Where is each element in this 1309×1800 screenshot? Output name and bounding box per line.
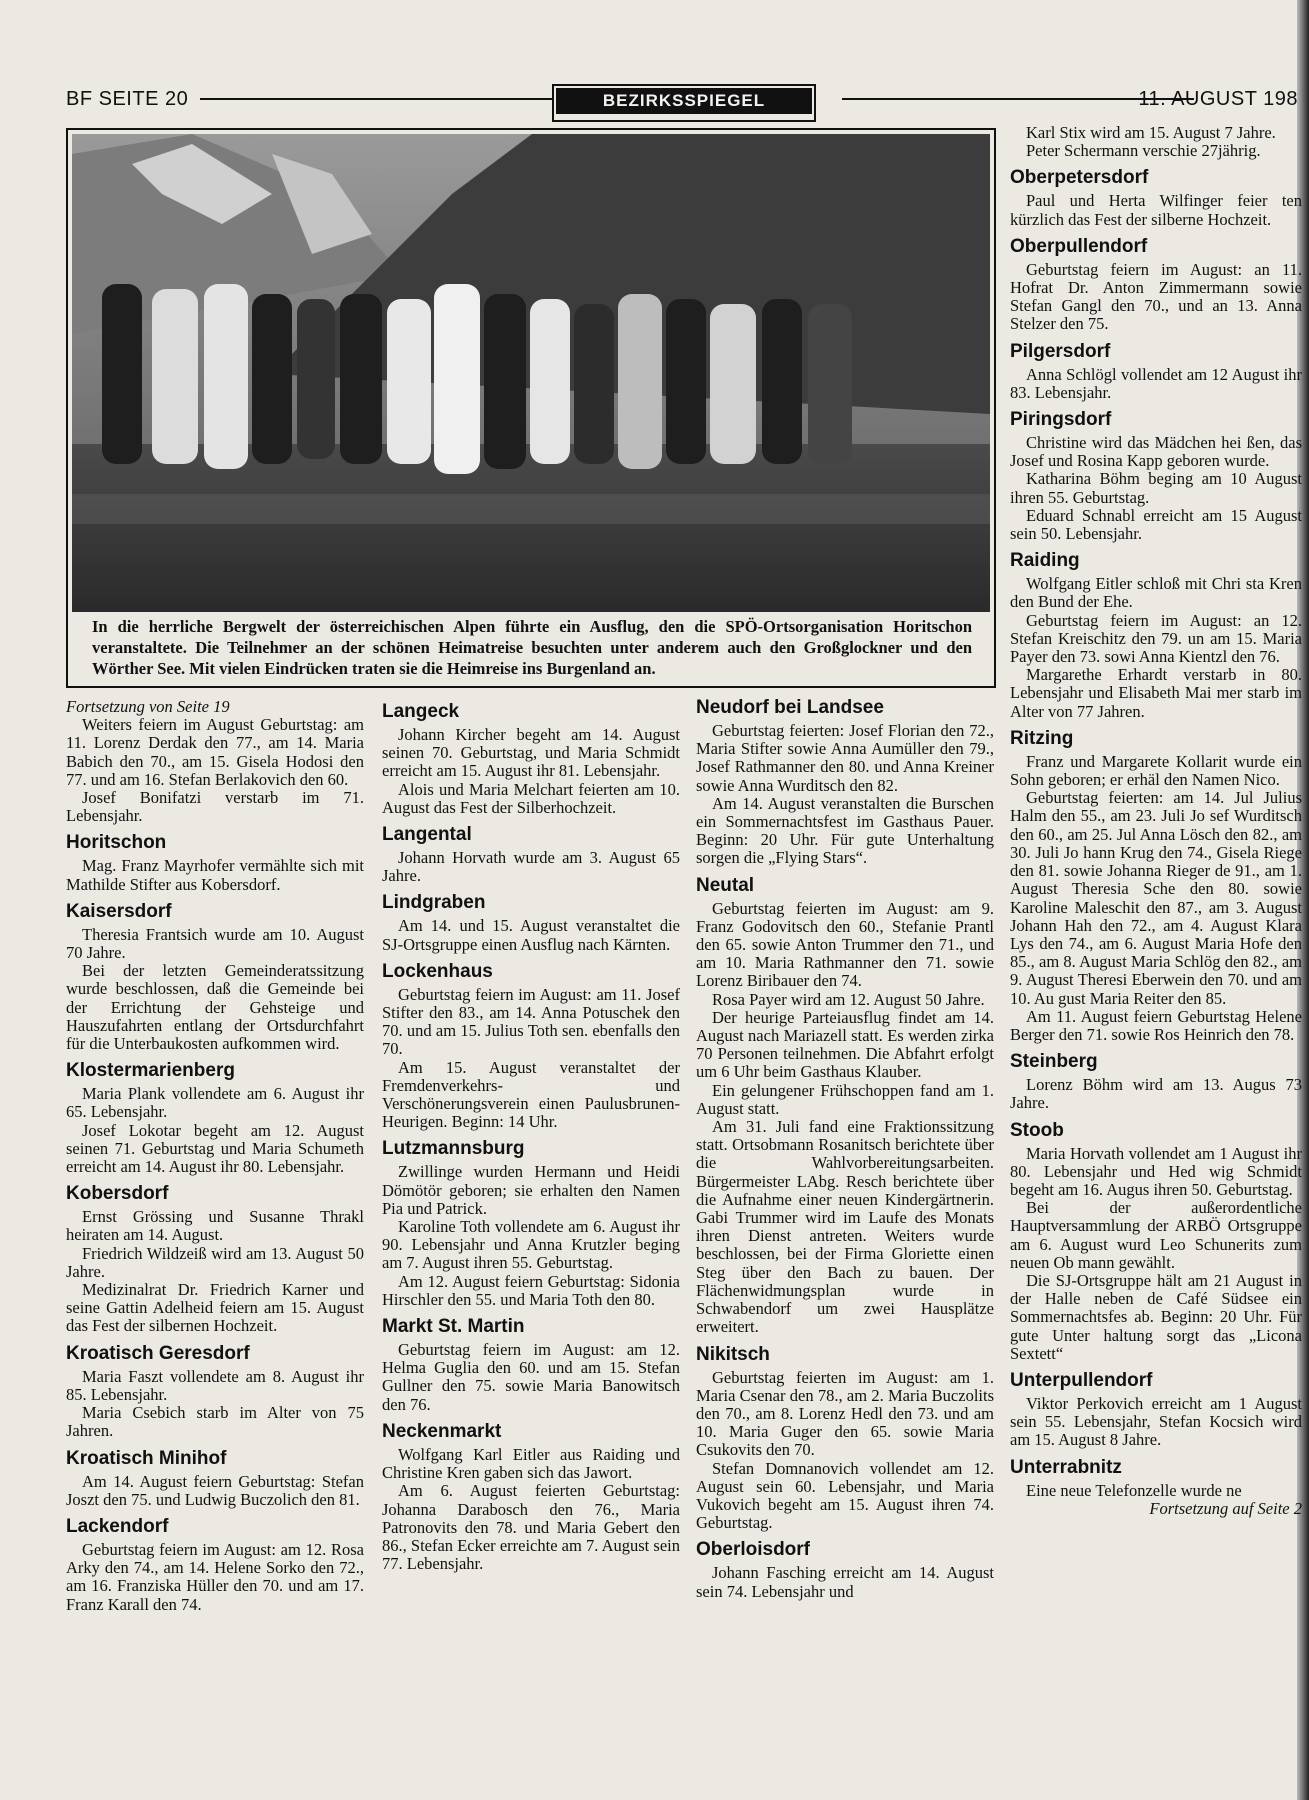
section-heading: Lockenhaus: [382, 960, 493, 982]
paragraph: Am 6. August feierten Geburtstag: Johanna Darabosch den 76., Maria Patronovits den 78. und Maria Gebert den 86., Stefan Ecker erreichte am 7. August sein 77. Lebensjahr.: [382, 1481, 680, 1574]
paragraph: Eine neue Telefonzelle wurde ne: [1026, 1480, 1242, 1500]
paragraph: Am 11. August feiern Geburtstag Helene Berger den 71. sowie Ros Heinrich den 78.: [1010, 1006, 1302, 1044]
paragraph: Geburtstag feierten im August: am 1. Maria Csenar den 78., am 2. Maria Buczolits den 70., am 8. Lorenz Hedl den 73. und am 10. Maria Guger den 65. sowie Maria Csukovits den 70.: [696, 1367, 994, 1460]
section-heading: Unterpullendorf: [1010, 1369, 1153, 1391]
paragraph: Geburtstag feierten im August: am 9. Franz Godovitsch den 60., Stefanie Prantl den 65. sowie Anton Trummer den 71., und am 10. Maria Rathmanner den 71. sowie Lorenz Biribauer den 74.: [696, 898, 994, 991]
section-heading: Ritzing: [1010, 727, 1074, 749]
paragraph: Rosa Payer wird am 12. August 50 Jahre.: [712, 989, 985, 1009]
column-2: [382, 700, 680, 1573]
section-heading: Pilgersdorf: [1010, 340, 1111, 362]
paragraph: Stefan Domnanovich vollendet am 12. August sein 60. Lebensjahr, und Maria Vukovich begeht am 15. August ihren 74. Geburtstag.: [696, 1458, 994, 1533]
paragraph: Weiters feiern im August Geburtstag: am 11. Lorenz Derdak den 77., am 14. Maria Babich den 70., am 15. Gisela Hodosi den 77. und am 16. Stefan Berlakovich den 60.: [66, 715, 364, 789]
section-heading: Steinberg: [1010, 1051, 1098, 1073]
paragraph: Friedrich Wildzeiß wird am 13. August 50 Jahre.: [66, 1243, 364, 1281]
section-heading: Unterrabnitz: [1010, 1456, 1122, 1478]
paragraph: Geburtstag feiern im August: am 12. Helma Guglia den 60. und am 15. Stefan Gullner den 75. sowie Maria Banowitsch den 76.: [382, 1340, 680, 1414]
section-heading: Raiding: [1010, 550, 1080, 572]
paragraph: Karoline Toth vollendete am 6. August ihr 90. Lebensjahr und Anna Krutzler beging am 7. August ihren 55. Geburtstag.: [382, 1217, 680, 1273]
paragraph: Bei der letzten Gemeinderatssitzung wurde beschlossen, daß die Gemeinde bei der Errichtung der Gehsteige und Hauszufahrten entlang der Ortsdurchfahrt für die Unterbaukosten aufkommen wird.: [66, 961, 364, 1054]
paragraph: Franz und Margarete Kollarit wurde ein Sohn geboren; er erhäl den Namen Nico.: [1010, 751, 1302, 790]
paragraph: Lorenz Böhm wird am 13. Augus 73 Jahre.: [1010, 1075, 1302, 1113]
paragraph: Ein gelungener Frühschoppen fand am 1. August statt.: [696, 1080, 994, 1118]
paragraph: Mag. Franz Mayrhofer vermählte sich mit Mathilde Stifter aus Kobersdorf.: [66, 856, 364, 894]
section-heading: Oberloisdorf: [696, 1539, 811, 1561]
section-heading: Kobersdorf: [66, 1183, 169, 1205]
section-heading: Lackendorf: [66, 1515, 169, 1537]
photo-caption: In die herrliche Bergwelt der österreichischen Alpen führte ein Ausflug, den die SPÖ-Ortsorganisation Horitschon veranstaltete. Die Teilnehmer an der schönen Heimatreise besuchten unter anderem auch den Großglockner und den Wörther See. Mit vielen Eindrücken traten sie die Heimreise ins Burgenland an.: [92, 617, 972, 678]
paragraph: Am 14. und 15. August veranstaltet die SJ-Ortsgruppe einen Ausflug nach Kärnten.: [382, 916, 680, 954]
paragraph: Maria Faszt vollendete am 8. August ihr 85. Lebensjahr.: [66, 1366, 364, 1404]
section-heading: Neckenmarkt: [382, 1420, 502, 1442]
paragraph: Zwillinge wurden Hermann und Heidi Dömötör geboren; sie erhalten den Namen Pia und Patrick.: [382, 1162, 680, 1218]
column-1: [66, 698, 364, 1614]
paragraph: Am 12. August feiern Geburtstag: Sidonia Hirschler den 55. und Maria Toth den 80.: [382, 1271, 680, 1309]
section-heading: Piringsdorf: [1010, 409, 1112, 431]
section-heading: Oberpullendorf: [1010, 235, 1148, 257]
section-heading: Kaisersdorf: [66, 900, 172, 922]
paragraph: Medizinalrat Dr. Friedrich Karner und seine Gattin Adelheid feiern am 15. August das Fest der silbernen Hochzeit.: [66, 1280, 364, 1336]
paragraph: Wolfgang Karl Eitler aus Raiding und Christine Kren gaben sich das Jawort.: [382, 1444, 680, 1483]
paragraph: Anna Schlögl vollendet am 12 August ihr 83. Lebensjahr.: [1010, 364, 1302, 402]
section-heading: Klostermarienberg: [66, 1060, 235, 1082]
column-3: [696, 696, 994, 1601]
section-heading: Kroatisch Geresdorf: [66, 1342, 250, 1364]
column-4: [1010, 124, 1302, 1518]
paragraph: Geburtstag feiern im August: am 12. Rosa Arky den 74., am 14. Helene Sorko den 72., am 16. Franziska Hüller den 70. und am 17. Franz Karall den 74.: [66, 1539, 364, 1614]
continued-on: Fortsetzung auf Seite 2: [1149, 1498, 1302, 1518]
paragraph: Margarethe Erhardt verstarb in 80. Lebensjahr und Elisabeth Mai mer starb im Alter von 77 Jahren.: [1010, 665, 1302, 721]
section-title: BEZIRKSSPIEGEL: [556, 88, 812, 114]
paragraph: Wolfgang Eitler schloß mit Chri sta Kren den Bund der Ehe.: [1010, 574, 1302, 612]
header-rule-left: [200, 98, 612, 100]
paragraph: Geburtstag feiern im August: an 12. Stefan Kreischitz den 79. un am 15. Maria Payer den 73. sowi Anna Kientzl den 76.: [1010, 610, 1302, 667]
paragraph: Johann Horvath wurde am 3. August 65 Jahre.: [382, 848, 680, 886]
paragraph: Bei der außerordentliche Hauptversammlung der ARBÖ Ortsgruppe am 6. August wurd Leo Schunerits zum neuen Ob mann gewählt.: [1010, 1198, 1302, 1272]
paragraph: Der heurige Parteiausflug findet am 14. August nach Mariazell statt. Es werden zirka 70 Personen teilnehmen. Die Abfahrt erfolgt um 6 Uhr beim Gasthaus Klauber.: [696, 1007, 994, 1082]
photo-block: [66, 128, 996, 688]
paragraph: Maria Plank vollendete am 6. August ihr 65. Lebensjahr.: [66, 1084, 364, 1122]
issue-date: 11. AUGUST 198: [1138, 88, 1298, 110]
section-heading: Markt St. Martin: [382, 1316, 525, 1338]
section-heading: Lindgraben: [382, 892, 486, 914]
paragraph: Josef Bonifatzi verstarb im 71. Lebensjahr.: [66, 788, 364, 826]
paragraph: Johann Kircher begeht am 14. August seinen 70. Geburtstag, und Maria Schmidt erreicht am 15. August ihr 81. Lebensjahr.: [382, 725, 680, 781]
section-heading: Stoob: [1010, 1119, 1064, 1141]
section-heading: Horitschon: [66, 832, 167, 854]
paragraph: Karl Stix wird am 15. August 7 Jahre.: [1026, 123, 1276, 142]
paragraph: Am 14. August veranstalten die Burschen ein Sommernachtsfest im Gasthaus Pauer. Beginn: 20 Uhr. Für gute Unterhaltung sorgen die „Flying Stars“.: [696, 793, 994, 868]
paragraph: Ernst Grössing und Susanne Thrakl heiraten am 14. August.: [66, 1207, 364, 1245]
section-heading: Neudorf bei Landsee: [696, 697, 884, 718]
paragraph: Theresia Frantsich wurde am 10. August 70 Jahre.: [66, 924, 364, 963]
paragraph: Peter Schermann verschie 27jährig.: [1026, 141, 1261, 161]
paragraph: Am 31. Juli fand eine Fraktionssitzung statt. Ortsobmann Rosanitsch berichtete über die Wahlvorbereitungsarbeiten. Bürgermeister LAbg. Resch berichtete über die Aufnahme einer neuen Kindergärtnerin. Gabi Trummer wird im Laufe des Monats ihren Dienst antreten. Weiters wurde beschlossen, bei der Firma Gloriette einen Steg über den Bach zu bauen. Der Flächenwidmungsplan wurde in Schwabendorf um zwei Hausplätze erweitert.: [696, 1117, 994, 1337]
paragraph: Paul und Herta Wilfinger feier ten kürzlich das Fest der silberne Hochzeit.: [1010, 191, 1302, 229]
page-number: BF SEITE 20: [66, 88, 189, 110]
reflection: [72, 494, 990, 524]
paragraph: Die SJ-Ortsgruppe hält am 21 August in der Halle neben de Café Südsee ein Sommernachtsfes ab. Beginn: 20 Uhr. Für gute Unter haltung sorgt das „Licona Sextett“: [1010, 1270, 1302, 1363]
paragraph: Geburtstag feierten: Josef Florian den 72., Maria Stifter sowie Anna Aumüller den 79., Josef Rathmanner den 80. und Anna Kreiner sowie Anna Wurditsch den 82.: [696, 721, 994, 795]
paragraph: Geburtstag feierten: am 14. Jul Julius Halm den 55., am 23. Juli Jo sef Wurditsch den 60., am 25. Jul Anna Lösch den 82., am 30. Juli Jo hann Krug den 74., Gisela Riege den 81. sowie Johanna Rieger de 91., am 1. August Theresia Sche den 80. sowie Karoline Maleschit den 87., am 3. August Johann Hah den 72., am 4. August Klara Lys den 74., am 6. August Maria Hofe den 85., am 8. August Maria Schlög den 82., am 9. August Theresi Eberwein den 70. und am 10. Au gust Maria Reiter den 85.: [1010, 788, 1302, 1008]
paragraph: Katharina Böhm beging am 10 August ihren 55. Geburtstag.: [1010, 469, 1302, 507]
section-heading: Langeck: [382, 701, 460, 722]
continued-from: Fortsetzung von Seite 19: [66, 697, 230, 716]
paragraph: Geburtstag feiern im August: am 11. Josef Stifter den 83., am 14. Anna Potuschek den 70. und am 15. Julius Toth sen. ebenfalls den 70.: [382, 984, 680, 1059]
photo-ground: [72, 444, 990, 612]
paragraph: Alois und Maria Melchart feierten am 10. August das Fest der Silberhochzeit.: [382, 779, 680, 817]
paragraph: Viktor Perkovich erreicht am 1 August sein 55. Lebensjahr, Stefan Kocsich wird am 15. August 8 Jahre.: [1010, 1393, 1302, 1450]
people-group: [102, 284, 852, 474]
paragraph: Eduard Schnabl erreicht am 15 August sein 50. Lebensjahr.: [1010, 505, 1302, 544]
paragraph: Am 15. August veranstaltet der Fremdenverkehrs- und Verschönerungsverein einen Paulusbrunen-Heurigen. Beginn: 14 Uhr.: [382, 1057, 680, 1132]
paragraph: Am 14. August feiern Geburtstag: Stefan Joszt den 75. und Ludwig Buczolich den 81.: [66, 1471, 364, 1509]
paragraph: Johann Fasching erreicht am 14. August sein 74. Lebensjahr und: [696, 1563, 994, 1601]
paragraph: Christine wird das Mädchen hei ßen, das Josef und Rosina Kapp geboren wurde.: [1010, 433, 1302, 471]
section-heading: Neutal: [696, 874, 755, 896]
page-header: [66, 86, 1298, 120]
section-heading: Langental: [382, 824, 472, 846]
section-heading: Kroatisch Minihof: [66, 1447, 227, 1469]
section-heading: Oberpetersdorf: [1010, 167, 1149, 189]
section-heading: Nikitsch: [696, 1343, 770, 1365]
paragraph: Maria Horvath vollendet am 1 August ihr 80. Lebensjahr und Hed wig Schmidt begeht am 16. Augus ihren 50. Geburtstag.: [1010, 1143, 1302, 1199]
section-heading: Lutzmannsburg: [382, 1138, 525, 1160]
section-banner: [552, 84, 816, 122]
paragraph: Geburtstag feiern im August: an 11. Hofrat Dr. Anton Zimmermann sowie Stefan Gangl den 70., und an 13. Anna Stelzer den 75.: [1010, 259, 1302, 334]
paragraph: Josef Lokotar begeht am 12. August seinen 71. Geburtstag und Maria Schumeth erreicht am 14. August ihr 80. Lebensjahr.: [66, 1120, 364, 1177]
paragraph: Maria Csebich starb im Alter von 75 Jahren.: [66, 1403, 364, 1441]
group-photo: [72, 134, 990, 612]
